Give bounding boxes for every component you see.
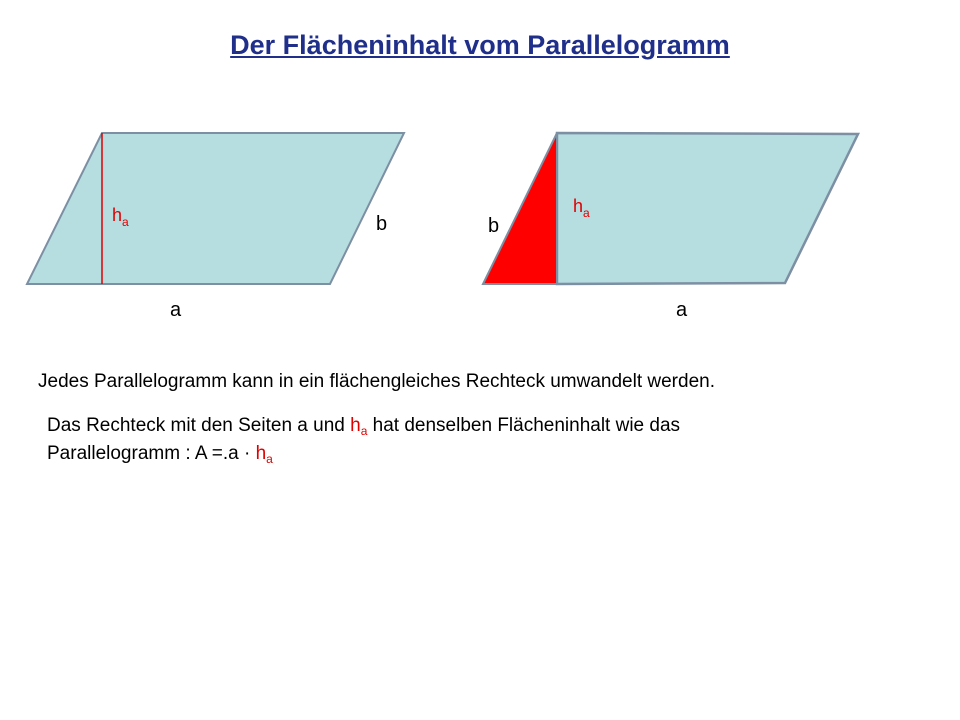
right-side-b-label: b xyxy=(488,215,500,237)
left-side-b-label: b xyxy=(376,213,388,235)
formula-text: Parallelogramm : A =.a · xyxy=(47,443,256,464)
left-parallelogram xyxy=(27,133,404,284)
right-side-a-label: a xyxy=(676,299,688,321)
right-parallelogram xyxy=(557,133,858,284)
formula-line xyxy=(47,442,273,471)
height-symbol: $h_a$ xyxy=(350,415,368,438)
parallelogram-figures xyxy=(0,0,960,340)
page-title: Der Flächeninhalt vom Parallelogramm xyxy=(230,30,730,60)
right-cut-triangle xyxy=(483,133,557,284)
left-height-label: $h_a$ xyxy=(112,205,129,229)
left-side-a-label: a xyxy=(170,299,182,321)
right-height-label: $h_a$ xyxy=(573,196,590,220)
explanation-text-start: Das Rechteck mit den Seiten a und xyxy=(47,415,351,436)
formula-height-symbol: $h_a$ xyxy=(255,443,273,466)
explanation-text-end: hat denselben Flächeninhalt wie das xyxy=(367,415,681,436)
statement-line: Jedes Parallelogramm kann in ein flächengleiches Rechteck umwandelt werden. xyxy=(38,371,715,392)
explanation-line xyxy=(47,414,680,443)
